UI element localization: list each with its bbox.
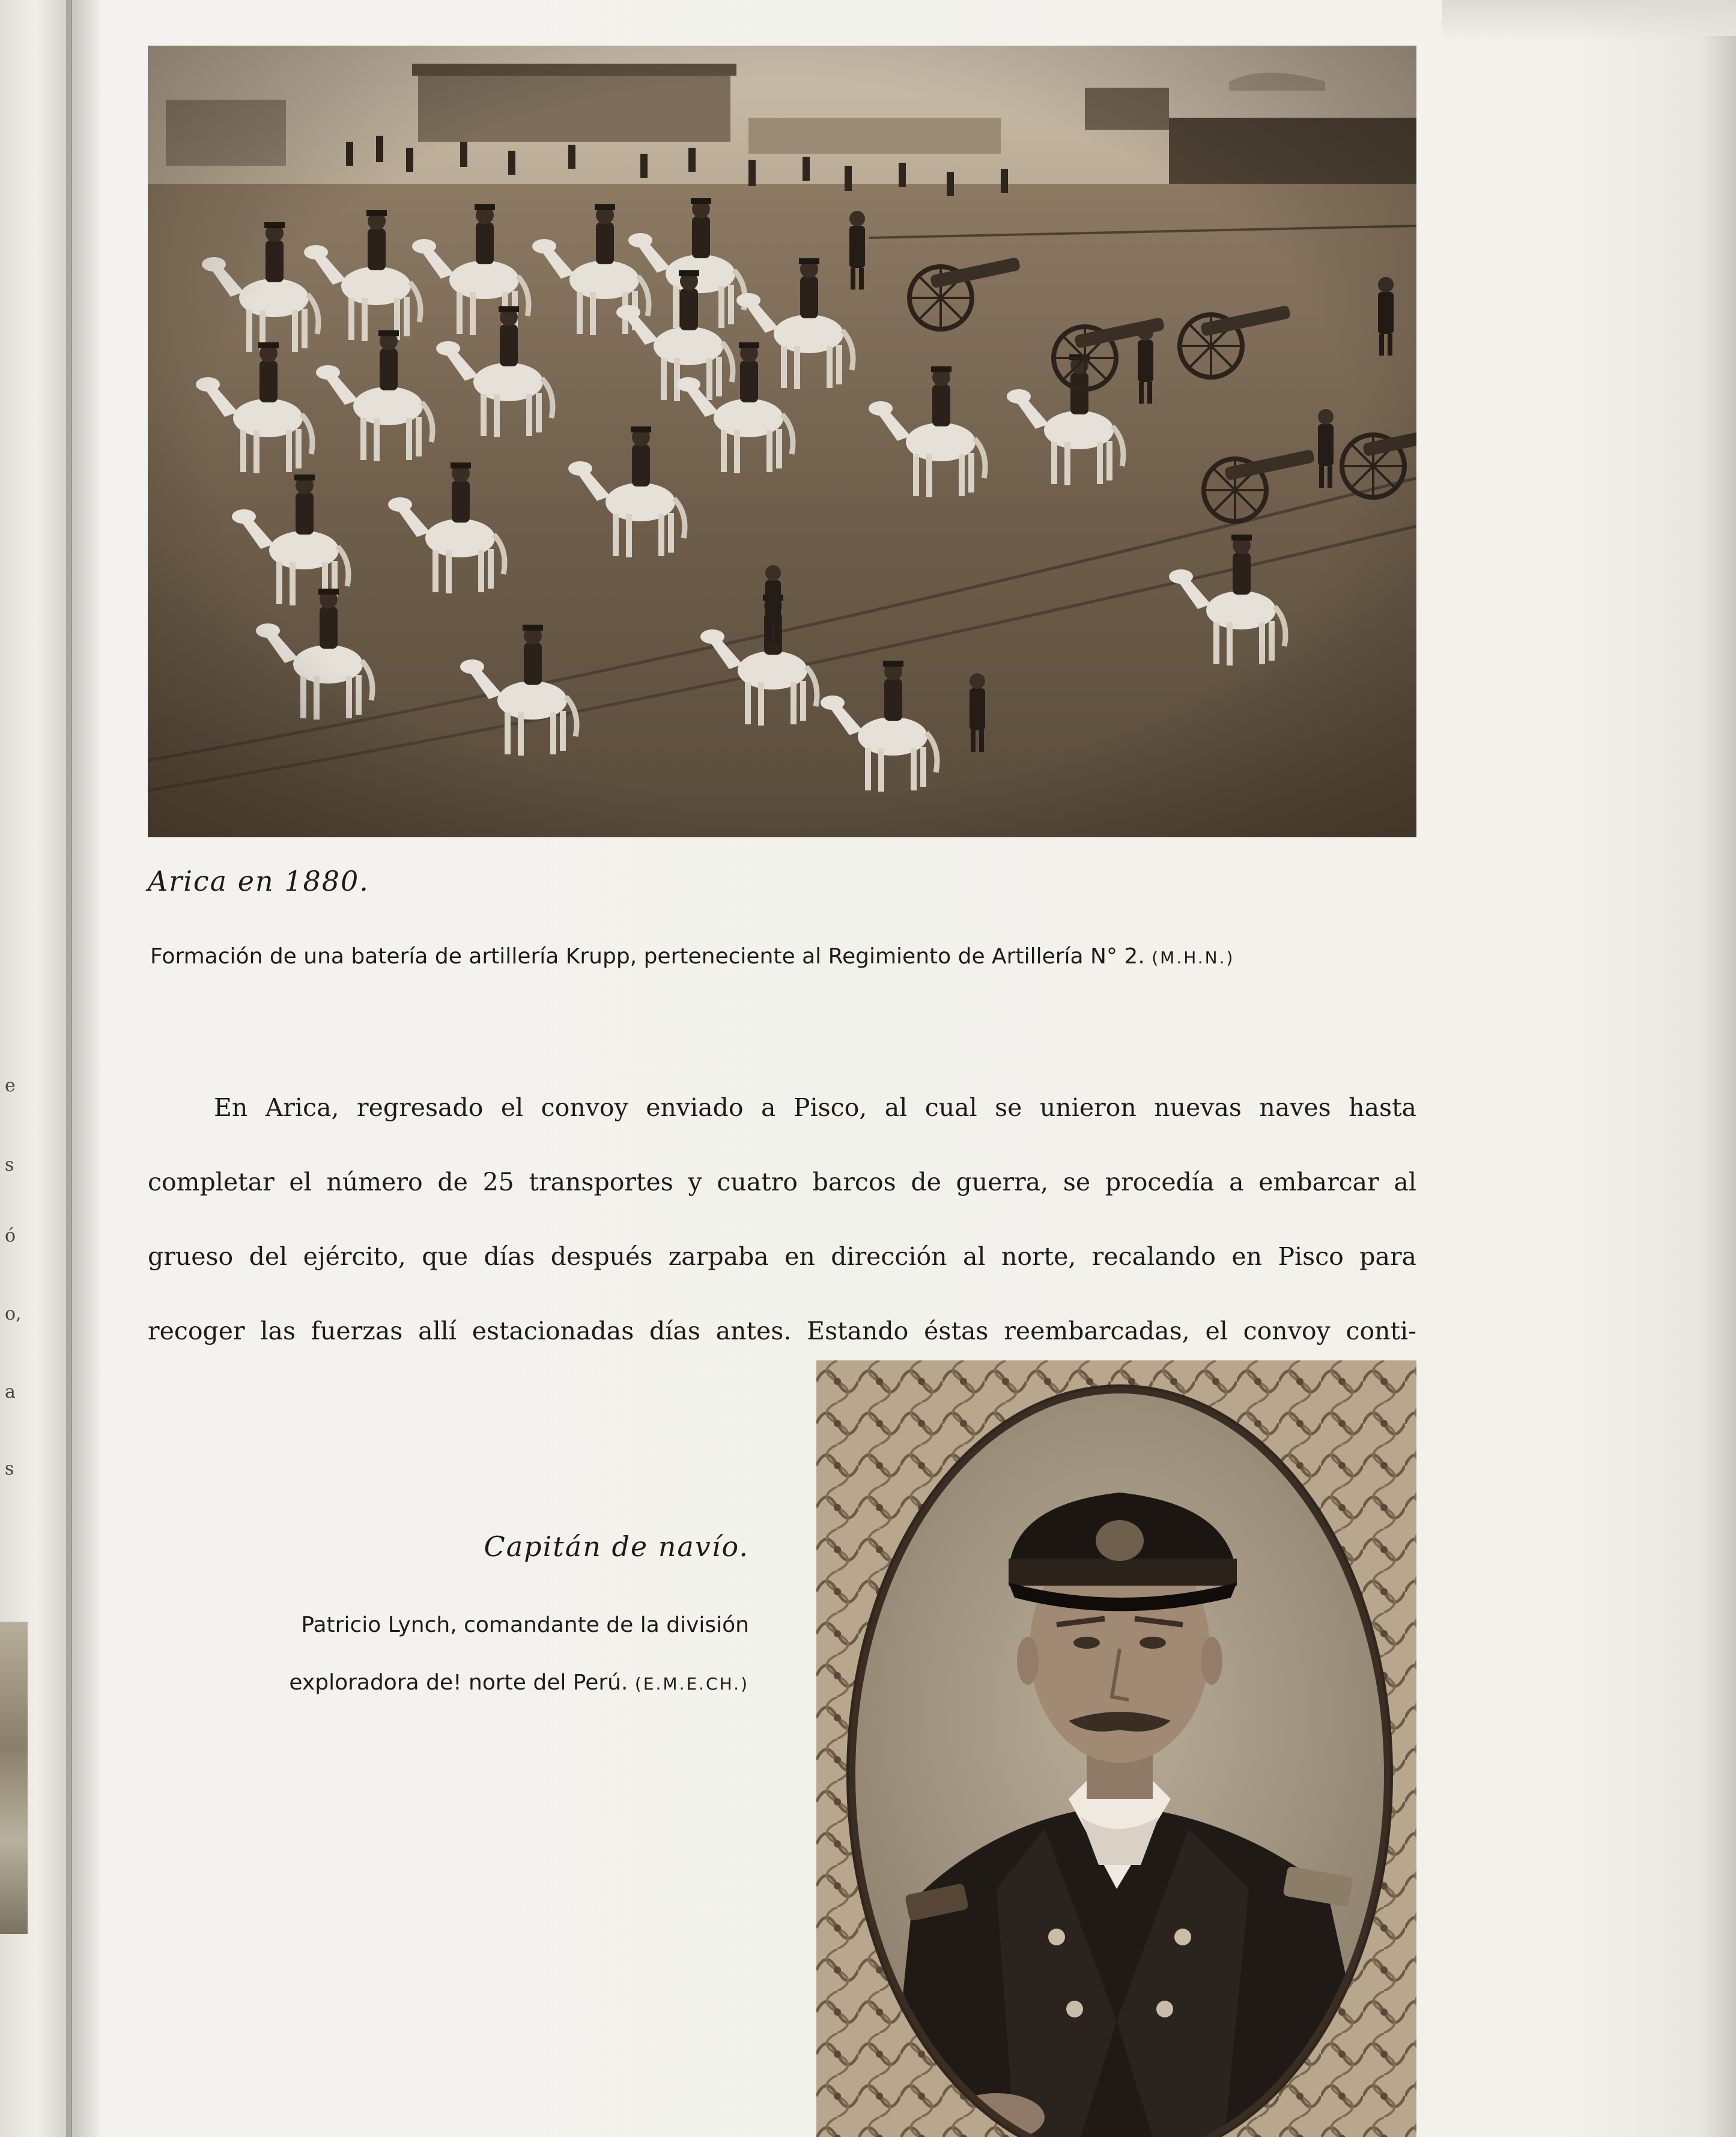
portrait-caption-title: Capitán de navío.: [484, 1530, 749, 1563]
body-line: recoger las fuerzas allí estacionadas días antes. Estando éstas reembarcadas, el convoy conti-: [148, 1317, 1416, 1345]
page-top-edge: [1442, 0, 1736, 42]
left-margin-fragment: e: [5, 1075, 16, 1096]
body-line: grueso del ejército, que días después zarpaba en dirección al norte, recalando en Pisco para: [148, 1242, 1416, 1271]
portrait-caption-source: (E.M.E.CH.): [634, 1674, 749, 1694]
portrait-caption-text: [208, 1596, 749, 1713]
left-margin-fragment: a: [5, 1381, 16, 1402]
left-margin-fragment: ó: [5, 1225, 16, 1246]
right-page-edge: [1700, 36, 1736, 2137]
naval-captain-portrait: [816, 1360, 1416, 2137]
body-paragraph: [148, 1070, 1416, 1368]
photo-caption-title: Arica en 1880.: [148, 865, 369, 897]
photo-caption-text: [150, 944, 1412, 969]
caption-description: Formación de una batería de artillería Krupp, perteneciente al Regimiento de Artillería N° 2.: [150, 944, 1145, 969]
portrait-caption-line: Patricio Lynch, comandante de la división: [301, 1613, 749, 1637]
portrait-caption-line: exploradora de! norte del Perú.: [289, 1670, 628, 1695]
left-margin-fragment: s: [5, 1458, 14, 1479]
caption-source: (M.H.N.): [1152, 948, 1235, 968]
artillery-battery-photo: [148, 46, 1416, 837]
gutter-shadow: [66, 0, 102, 2137]
left-margin-fragment: s: [5, 1154, 14, 1175]
portrait-caption-line-2: [208, 1654, 749, 1713]
left-page-photo-fragment: [0, 1622, 28, 1934]
body-line: completar el número de 25 transportes y cuatro barcos de guerra, se procedía a embarcar al: [148, 1168, 1416, 1196]
left-margin-fragment: o,: [5, 1303, 22, 1324]
body-line: En Arica, regresado el convoy enviado a Pisco, al cual se unieron nuevas naves hasta: [214, 1093, 1416, 1122]
